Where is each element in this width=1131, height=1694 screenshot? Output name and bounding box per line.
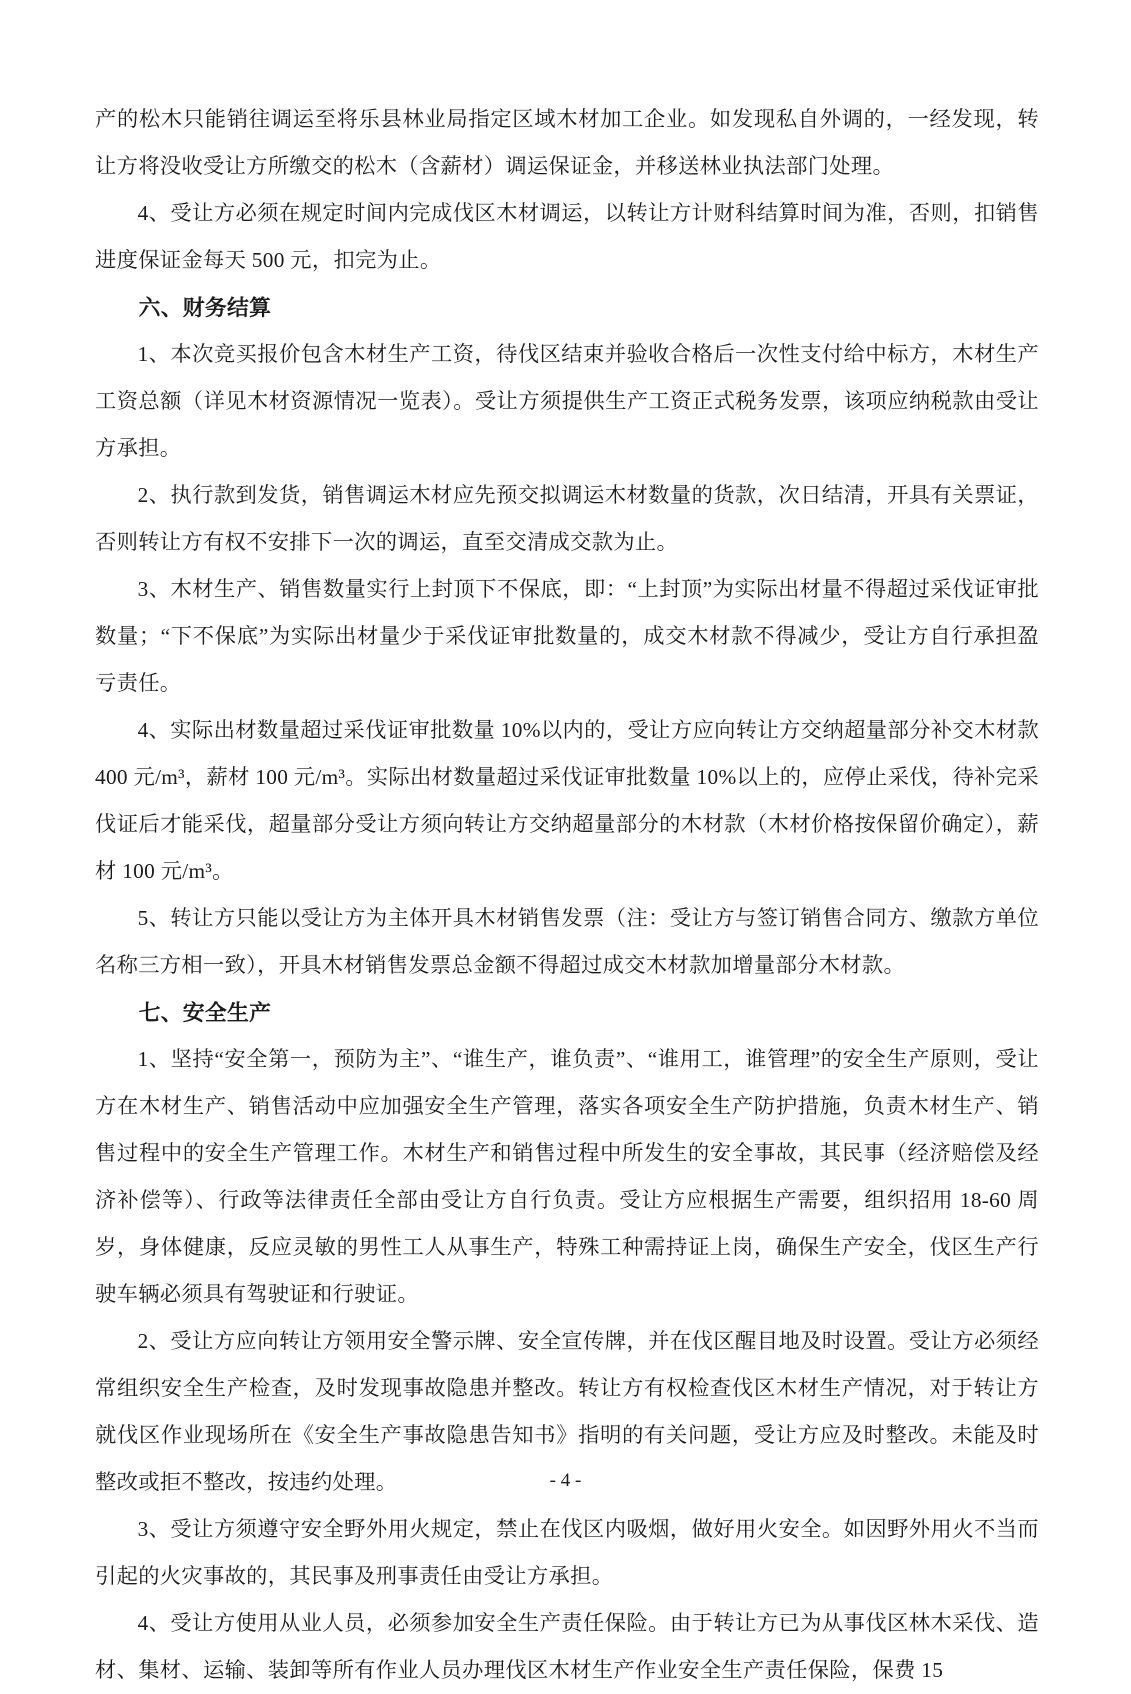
para-finance-item-2: 2、执行款到发货，销售调运木材应先预交拟调运木材数量的货款，次日结清，开具有关票证，否则转让方有权不安排下一次的调运，直至交清成交款为止。: [95, 483, 1039, 554]
para-safety-item-1: 1、坚持“安全第一，预防为主”、“谁生产，谁负责”、“谁用工，谁管理”的安全生产原则，受让方在木材生产、销售活动中应加强安全生产管理，落实各项安全生产防护措施，负责木材生产、销售过程中的安全生产管理工作。木材生产和销售过程中所发生的安全事故，其民事（经济赔偿及经济补偿等）、行政等法律责任全部由受让方自行负责。受让方应根据生产需要，组织招用 18-60 周岁，身体健康，反应灵敏的男性工人从事生产，特殊工种需持证上岗，确保生产安全，伐区生产行驶车辆必须具有驾驶证和行驶证。: [95, 1047, 1039, 1306]
para-safety-item-4: 4、受让方使用从业人员，必须参加安全生产责任保险。由于转让方已为从事伐区林木采伐、造材、集材、运输、装卸等所有作业人员办理伐区木材生产作业安全生产责任保险，保费 15: [95, 1611, 1039, 1682]
para-pine-sale-restriction-continuation: 产的松木只能销往调运至将乐县林业局指定区域木材加工企业。如发现私自外调的，一经发现，转让方将没收受让方所缴交的松木（含薪材）调运保证金，并移送林业执法部门处理。: [95, 107, 1039, 178]
para-finance-item-4: 4、实际出材数量超过采伐证审批数量 10%以内的，受让方应向转让方交纳超量部分补交木材款 400 元/m³，薪材 100 元/m³。实际出材数量超过采伐证审批数量 10%以上的，应停止采伐，待补完采伐证后才能采伐，超量部分受让方须向转让方交纳超量部分的木材款（木材价格按保留价确定），薪材 100 元/m³。: [95, 718, 1039, 883]
para-finance-item-5: 5、转让方只能以受让方为主体开具木材销售发票（注：受让方与签订销售合同方、缴款方单位名称三方相一致），开具木材销售发票总金额不得超过成交木材款加增量部分木材款。: [95, 906, 1039, 977]
para-transport-deadline-item-4: 4、受让方必须在规定时间内完成伐区木材调运，以转让方计财科结算时间为准，否则，扣销售进度保证金每天 500 元，扣完为止。: [95, 201, 1039, 272]
section-heading-finance-settlement: 六、财务结算: [138, 295, 272, 320]
para-finance-item-1: 1、本次竞买报价包含木材生产工资，待伐区结束并验收合格后一次性支付给中标方，木材生产工资总额（详见木材资源情况一览表）。受让方须提供生产工资正式税务发票，该项应纳税款由受让方承担。: [95, 342, 1039, 460]
para-safety-item-3: 3、受让方须遵守安全野外用火规定，禁止在伐区内吸烟，做好用火安全。如因野外用火不当而引起的火灾事故的，其民事及刑事责任由受让方承担。: [95, 1517, 1039, 1588]
para-finance-item-3: 3、木材生产、销售数量实行上封顶下不保底，即：“上封顶”为实际出材量不得超过采伐证审批数量；“下不保底”为实际出材量少于采伐证审批数量的，成交木材款不得减少，受让方自行承担盈亏责任。: [95, 577, 1039, 695]
document-body: [95, 96, 1039, 1694]
para-safety-item-2: 2、受让方应向转让方领用安全警示牌、安全宣传牌，并在伐区醒目地及时设置。受让方必须经常组织安全生产检查，及时发现事故隐患并整改。转让方有权检查伐区木材生产情况，对于转让方就伐区作业现场所在《安全生产事故隐患告知书》指明的有关问题，受让方应及时整改。未能及时整改或拒不整改，按违约处理。: [95, 1329, 1039, 1494]
page-number: - 4 -: [549, 1470, 582, 1491]
section-heading-production-safety: 七、安全生产: [138, 1000, 272, 1025]
